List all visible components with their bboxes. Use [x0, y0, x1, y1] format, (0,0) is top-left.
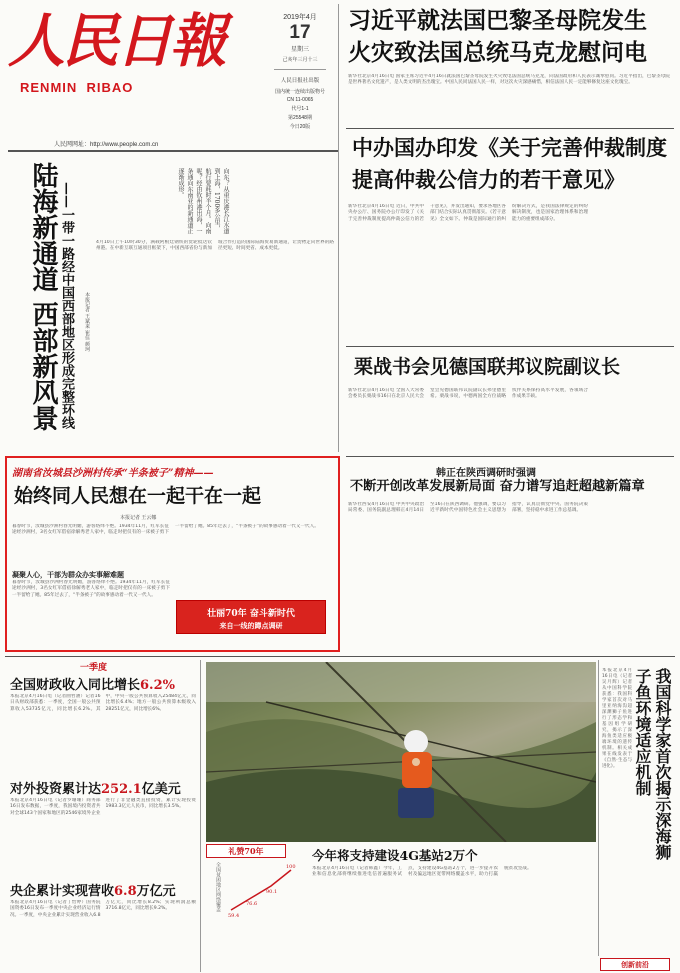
- quarter-item-1-body: 本报北京4月16日电（记者曲哲涵）记者16日从财政部获悉：一季度，全国一般公共预算收入53735亿元，同比增长6.2%。其中，中央一般公共预算收入25484亿元，同比增长6.4%；地方一般公共预算本级收入28251亿元，同比增长6%。: [10, 694, 196, 712]
- mini-chart: [226, 860, 306, 920]
- feature-section-head: 凝聚人心，干部为群众办实事解难题: [12, 570, 124, 579]
- date-box: [268, 8, 332, 148]
- pub-code-1: 国内统一连续出版物号: [274, 89, 325, 95]
- photo-caption-tag-text: 礼赞70年: [228, 846, 264, 856]
- feature-badge: [176, 600, 326, 634]
- innovation-tag-text: 创新前沿: [621, 960, 649, 969]
- pub-code-2: CN 11-0065: [286, 97, 314, 103]
- lead-body: 新华社北京4月16日电 国家主席习近平4月16日就法国巴黎圣母院发生火灾致电法国总统马克龙，向法国政府和人民表示诚挚慰问。习近平指出，巴黎圣母院是世界著名文化遗产，是人类文明的杰出瑰宝。中国人民同法国人民一样，对这次火灾深感痛惜，相信法国人民一定能够修复这座文化瑰宝。: [348, 74, 670, 86]
- photo-body: 本报北京4月16日电（记者韩鑫）今年，工业和信息化部将继续推进电信普遍服务试点，支持建设4G基站2万个，进一步提升农村及偏远地区宽带网络覆盖水平，助力打赢脱贫攻坚战。: [312, 866, 532, 878]
- lead-title-1: 习近平就法国巴黎圣母院发生: [348, 7, 647, 34]
- photo-caption-tag: [206, 844, 286, 858]
- quarter-item-3-post: 万亿元: [136, 884, 176, 899]
- mini-chart-value-4: 59.4: [228, 913, 240, 919]
- hanzheng-kicker: 韩正在陕西调研时强调: [436, 468, 536, 479]
- lead-title-2: 火灾致法国总统马克龙慰问电: [348, 39, 647, 66]
- masthead-name: 人民日報: [8, 7, 224, 75]
- masthead-website: 人民网网址：http://www.people.com.cn: [54, 142, 159, 148]
- hanzheng-body: 新华社西安4月16日电 中共中央政治局常委、国务院副总理韩正4月14日至16日在陕西调研。他强调，要以习近平新时代中国特色社会主义思想为指导，认真贯彻党中央、国务院决策部署，坚持稳中求进工作总基调。: [348, 502, 588, 514]
- quarter-item-3-title: [10, 880, 176, 899]
- feature-title: 始终同人民想在一起干在一起: [14, 485, 262, 507]
- pub-code-3: 代号1-1: [291, 106, 309, 112]
- science-body: 本报北京4月16日电（记者吴月辉）记者从中国科学院获悉：我国科学家首次对马里亚纳海沟超深渊狮子鱼进行了形态学和基因组学研究，揭示了深海鱼类适应极端环境的遗传机制。相关成果在线发表于《自然·生态与进化》。: [602, 668, 632, 769]
- left-column-subtitle: ——一带一路经中国西部地区形成完整环线: [59, 182, 74, 429]
- pub-code-4: 第25548期: [288, 115, 312, 121]
- quarter-item-2-highlight: 252.1: [101, 782, 142, 797]
- second-title-2: 提高仲裁公信力的若干意见》: [352, 167, 625, 192]
- quarter-item-1-title: [10, 674, 175, 693]
- left-column-body: 4月10日上午10时30分，满载阿根廷钢铁的货轮抵达钦州港。在中新互联互通项目框架下，中国西部省份与新加坡合作打造的国际陆海贸易新通道，让货物走向世界的路径更短、时间更省、成本更低。: [96, 240, 334, 252]
- date-line: 2019年4月: [283, 14, 317, 21]
- feature-kicker: 湖南省汝城县沙洲村传承“半条被子”精神——: [12, 468, 214, 479]
- feature-body: 暮春时节，汝城县沙洲村春光明媚，游客络绎不绝。1934年11月，红军长征途经沙洲村，3名女红军借宿徐解秀老人家中，临走时把仅有的一床被子剪下一半留给了她。85年过去了，“半条被子”的故事感动着一代又一代人。: [12, 524, 319, 536]
- photo-scene: [206, 662, 596, 842]
- date-weekday: 星期三: [290, 47, 309, 53]
- second-body: 新华社北京4月16日电 近日，中共中央办公厅、国务院办公厅印发了《关于完善仲裁制度提高仲裁公信力的若干意见》，并发出通知，要求各地区各部门结合实际认真贯彻落实。《若干意见》全文如下。仲裁是国际通行的纠纷解决方式，是我国法律规定的纠纷解决制度，也是国家治理体系和治理能力的重要组成部分。: [348, 204, 588, 222]
- feature-body-2: 暮春时节，汝城县沙洲村春光明媚，游客络绎不绝。1934年11月，红军长征途经沙洲村，3名女红军借宿徐解秀老人家中，临走时把仅有的一床被子剪下一半留给了她。85年过去了，“半条被子”的故事感动着一代又一代人。: [12, 580, 170, 598]
- quarter-label: 一季度: [80, 663, 108, 673]
- second-title-1: 中办国办印发《关于完善仲裁制度: [352, 135, 667, 160]
- chart-note: 全国贫困地区网络覆盖: [215, 862, 221, 912]
- pub-code-5: 今日20版: [289, 124, 311, 130]
- quarter-item-2-title: [10, 778, 181, 797]
- left-column-title: 陆海新通道 西部新风景: [28, 162, 58, 432]
- mini-chart-value-3: 76.6: [246, 901, 258, 907]
- feature-badge-sub: 来自一线的蹲点调研: [219, 621, 283, 630]
- quarter-item-1-highlight: 6.2%: [140, 678, 175, 693]
- feature-byline: 本报记者 王云娜: [120, 515, 157, 521]
- masthead-logo: [8, 2, 258, 102]
- bundestag-title: 栗战书会见德国联邦议院副议长: [354, 356, 621, 378]
- quarter-item-3-body: 本报北京4月16日电（记者丁怡婷）国务院国资委16日发布一季度中央企业经济运行情况。一季度，中央企业累计实现营业收入6.8万亿元，同比增长8.2%；实现利润总额3716.8亿元，同比增长9.2%。: [10, 900, 196, 918]
- mini-chart-value-2: 90.1: [266, 889, 278, 895]
- science-title: 我国科学家首次揭示深海狮子鱼环境适应机制: [633, 668, 672, 860]
- quarter-item-2-post: 亿美元: [141, 782, 181, 797]
- mini-chart-value-1: 100: [286, 864, 296, 870]
- date-lunar: 己亥年三月十三: [282, 57, 318, 63]
- innovation-tag: [600, 958, 670, 971]
- quarter-item-3-highlight: 6.8: [114, 884, 137, 899]
- left-column-byline: 本报记者 王斌来 崔佳 颜珂: [84, 292, 90, 352]
- date-day: 17: [289, 22, 311, 43]
- quarter-item-1-pre: 全国财政收入同比增长: [10, 678, 141, 693]
- publisher: 人民日报社出版: [280, 78, 320, 84]
- bundestag-body: 新华社北京4月16日电 全国人大常委会委员长栗战书16日在北京人民大会堂会见德国联邦议院副议长弗里德里希。栗战书说，中德两国全方位战略伙伴关系保持高水平发展，各领域合作成果丰硕。: [348, 388, 588, 400]
- hanzheng-title: 不断开创改革发展新局面 奋力谱写追赶超越新篇章: [350, 479, 645, 494]
- quarter-item-2-body: 本报北京4月16日电（记者罗珊珊）商务部16日发布数据，一季度，我国境内投资者共对全球143个国家和地区的2546家境外企业进行了非金融类直接投资，累计实现投资1983.3亿元人民币，同比增长3.5%。: [10, 798, 196, 816]
- chart-caption: 今年将支持建设4G基站2万个: [312, 848, 478, 863]
- left-column-deck: 向东？从重庆港长江水道到上海，1700多公里，航行要耗时半个月。向南呢？经由钦州港出海，一条通向东南亚的新通道正逐渐成形。: [177, 168, 229, 234]
- news-photo: [206, 662, 596, 842]
- masthead-pinyin: RENMIN RIBAO: [20, 80, 134, 95]
- feature-badge-title: 壮丽70年 奋斗新时代: [207, 609, 295, 619]
- quarter-item-2-pre: 对外投资累计达: [10, 782, 102, 797]
- quarter-item-3-pre: 央企累计实现营收: [10, 884, 115, 899]
